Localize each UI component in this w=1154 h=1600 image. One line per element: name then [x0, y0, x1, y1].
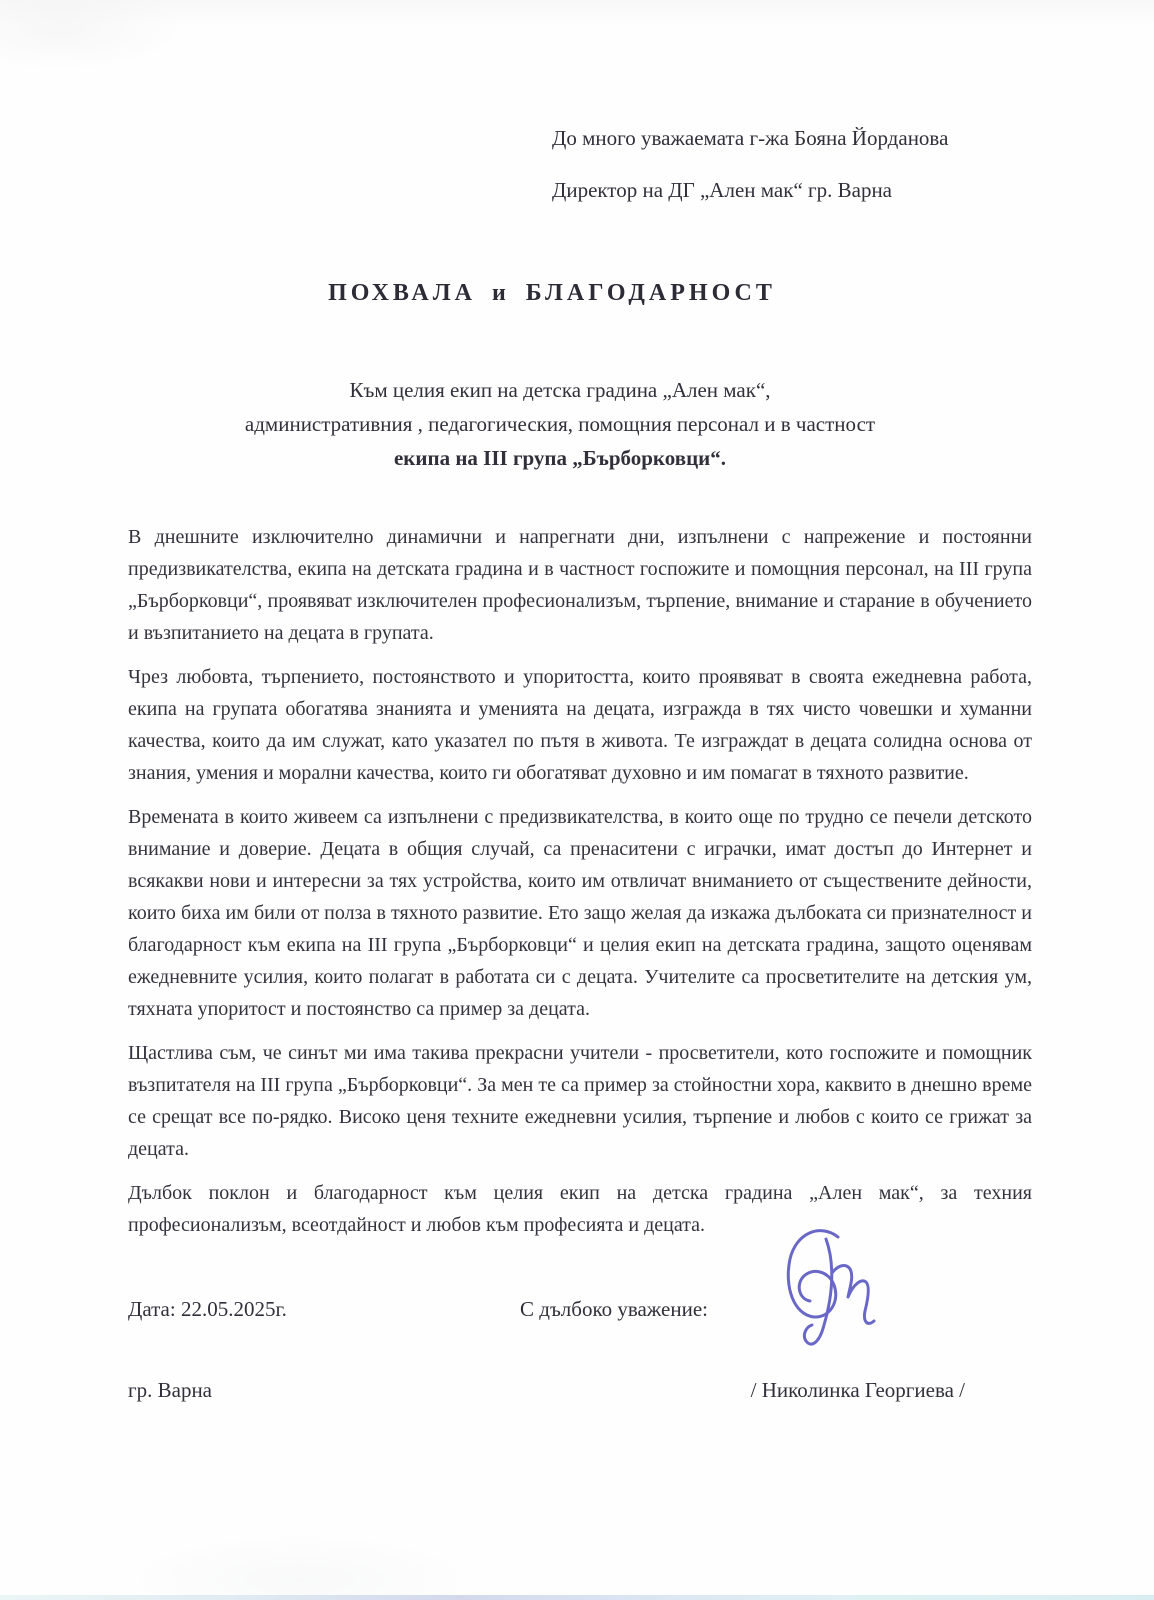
- footer-row-date: [128, 1297, 1032, 1322]
- letter-body: [128, 521, 1032, 1241]
- letter-footer: [128, 1297, 1032, 1408]
- scan-edge-artifact-bottom: [0, 1595, 1154, 1600]
- city-text: гр. Варна: [128, 1378, 212, 1402]
- recipient-line: Директор на ДГ „Ален мак“ гр. Варна: [552, 178, 892, 202]
- paragraph: Чрез любовта, търпението, постоянството и упоритостта, които проявяват в своята ежедневна работа, екипа на групата обогатява знанията и уменията на децата, изгражда в тях чисто човешки и хуманни качества, които да им служат, като указател по пътя в живота. Те изграждат в децата солидна основа от знания, умения и морални качества, които ги обогатяват духовно и им помагат в тяхното развитие.: [128, 666, 1032, 784]
- signature-icon: [768, 1221, 888, 1357]
- paragraph: Времената в които живеем са изпълнени с предизвикателства, в които още по трудно се печели детското внимание и доверие. Децата в общия случай, са пренаситени с играчки, имат достъп до Интернет и всякакви нови и интересни за тях устройства, които им отвличат вниманието от съществените дейности, които биха им били от полза в тяхното развитие. Ето защо желая да изкажа дълбоката си признателност и благодарност към екипа на III група „Бърборковци“ и целия екип на детската градина, защото оценявам ежедневните усилия, които полагат в работата си с децата. Учителите са просветителите на детския ум, тяхната упоритост и постоянство са пример за децата.: [128, 806, 1032, 1020]
- salutation-line: Към целия екип на детска градина „Ален мак“,: [349, 378, 771, 402]
- salutation-line: административния , педагогическия, помощния персонал и в частност: [244, 412, 876, 436]
- salutation-group-name: екипа на III група „Бърборковци“.: [393, 446, 727, 470]
- letter-title: ПОХВАЛА и БЛАГОДАРНОСТ: [328, 280, 776, 306]
- scan-edge-artifact-top: [0, 0, 1154, 26]
- handwritten-signature: [768, 1221, 888, 1357]
- closing-text: С дълбоко уважение:: [520, 1297, 708, 1321]
- recipient-line: До много уважаемата г-жа Бояна Йорданова: [552, 126, 949, 150]
- recipient-block: [552, 112, 1032, 216]
- paragraph: Дълбок поклон и благодарност към целия екип на детска градина „Ален мак“, за техния професионализъм, всеотдайност и любов към професията и децата.: [128, 1182, 1032, 1236]
- paragraph: Щастлива съм, че синът ми има такива прекрасни учители - просветители, кото госпожите и помощник възпитателя на III група „Бърборковци“. За мен те са пример за стойностни хора, каквито в днешно време се срещат все по-рядко. Високо ценя техните ежедневни усилия, търпение и любов с които се грижат за децата.: [128, 1042, 1032, 1160]
- paragraph: В днешните изключително динамични и напрегнати дни, изпълнени с напрежение и постоянни предизвикателства, екипа на детската градина и в частност госпожите и помощния персонал, на III група „Бърборковци“, проявяват изключителен професионализъм, търпение, внимание и старание в обучението и възпитанието на децата в групата.: [128, 526, 1032, 644]
- salutation-block: [128, 373, 1032, 475]
- date-text: Дата: 22.05.2025г.: [128, 1297, 287, 1321]
- signer-name: / Николинка Георгиева /: [750, 1378, 965, 1402]
- footer-row-city: [128, 1378, 1032, 1408]
